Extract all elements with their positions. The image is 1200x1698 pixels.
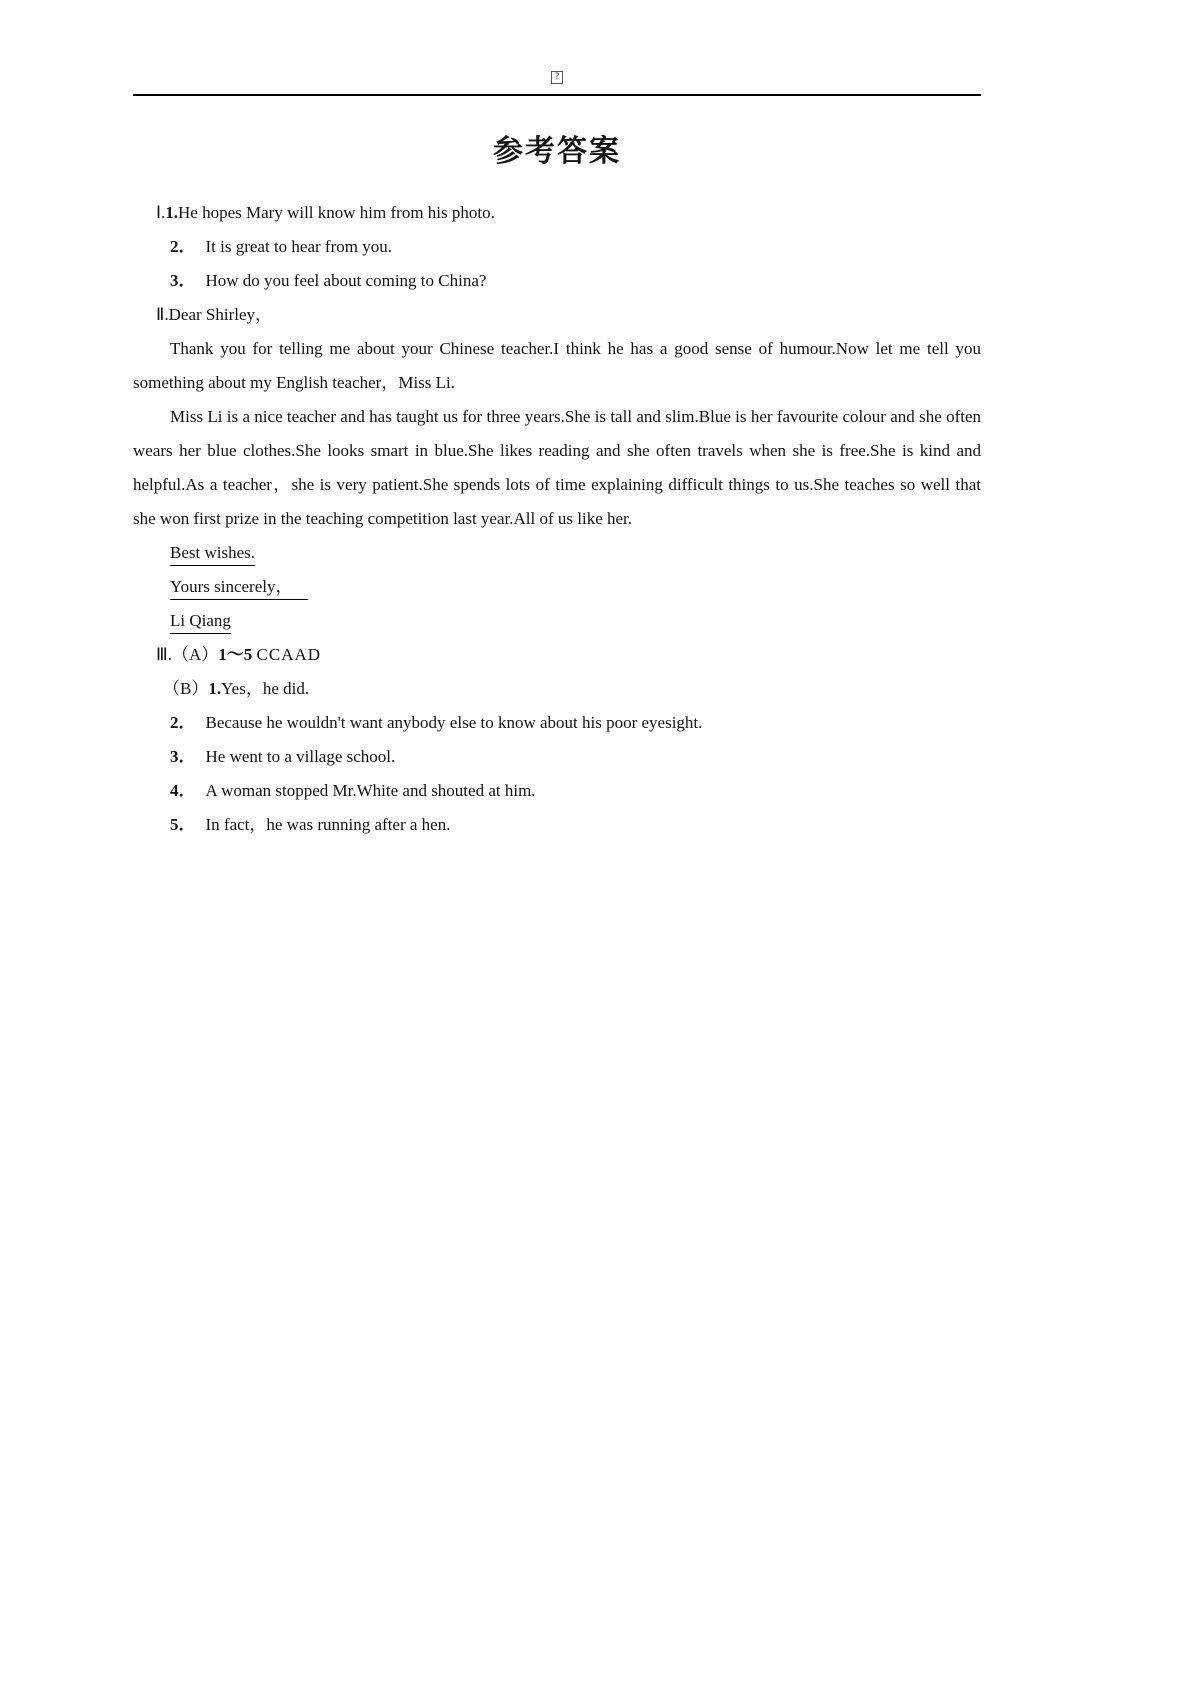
answer-number: 1.: [165, 203, 179, 222]
answer-number: 1.: [208, 679, 222, 698]
page-content: [133, 0, 981, 842]
letter-paragraph-1: Thank you for telling me about your Chinese teacher.I think he has a good sense of humour.Now let me tell you something about my English teacher，Miss Li.: [133, 339, 981, 392]
section1-roman: Ⅰ.: [156, 203, 166, 222]
answer-line-3-b-5: [170, 808, 981, 842]
answer-number: 4．: [170, 781, 196, 800]
closing-best-wishes: [170, 536, 981, 570]
section2-roman: Ⅱ.: [156, 305, 169, 324]
answer-text: He went to a village school.: [205, 747, 396, 766]
closing-text: Yours sincerely，: [170, 576, 308, 600]
part-b-label: （B）: [163, 679, 209, 698]
section3-roman: Ⅲ.: [156, 645, 172, 664]
answer-line-3-b-1: [163, 672, 981, 706]
answer-text: Yes，he did.: [221, 679, 310, 698]
answer-line-3-b-2: [170, 706, 981, 740]
closing-text: Best wishes.: [170, 542, 255, 566]
answer-line-1-3: [170, 264, 981, 298]
page-header: [133, 0, 981, 88]
page-title: 参考答案: [493, 135, 621, 168]
answer-number: 5．: [170, 815, 196, 834]
answer-line-1-1: [156, 196, 981, 230]
answer-number: 3．: [170, 271, 196, 290]
closing-signature: [170, 604, 981, 638]
letter-paragraph-2: Miss Li is a nice teacher and has taught us for three years.She is tall and slim.Blue is her favourite colour and she often wears her blue clothes.She looks smart in blue.She likes reading and she often travels when she is free.She is kind and helpful.As a teacher，she is very patient.She spends lots of time explaining difficult things to us.She teaches so well that she won first prize in the teaching competition last year.All of us like her.: [133, 407, 981, 528]
answer-line-3-b-4: [170, 774, 981, 808]
salutation-text: Dear Shirley，: [168, 305, 273, 324]
answer-text: How do you feel about coming to China?: [205, 271, 487, 290]
answers-body: [133, 196, 981, 842]
missing-glyph-box: ?: [551, 71, 562, 84]
part-a-label: （A）: [171, 645, 219, 664]
answer-text: It is great to hear from you.: [205, 237, 392, 256]
answer-text: A woman stopped Mr.White and shouted at him.: [205, 781, 536, 800]
answer-line-3-b-3: [170, 740, 981, 774]
answer-number: 3．: [170, 747, 196, 766]
signature-text: Li Qiang: [170, 610, 231, 634]
answer-number: 2．: [170, 237, 196, 256]
answer-number: 2．: [170, 713, 196, 732]
header-rule: [133, 94, 981, 96]
answer-text: He hopes Mary will know him from his photo.: [178, 203, 495, 222]
section2-salutation-line: [156, 298, 981, 332]
answer-text: Because he wouldn't want anybody else to know about his poor eyesight.: [205, 713, 703, 732]
answer-text: In fact，he was running after a hen.: [205, 815, 451, 834]
answer-line-3-a: [156, 638, 981, 672]
part-a-answer: CCAAD: [256, 645, 322, 664]
answer-line-1-2: [170, 230, 981, 264]
closing-yours-sincerely: [170, 570, 981, 604]
part-a-range: 1～5: [218, 645, 253, 664]
